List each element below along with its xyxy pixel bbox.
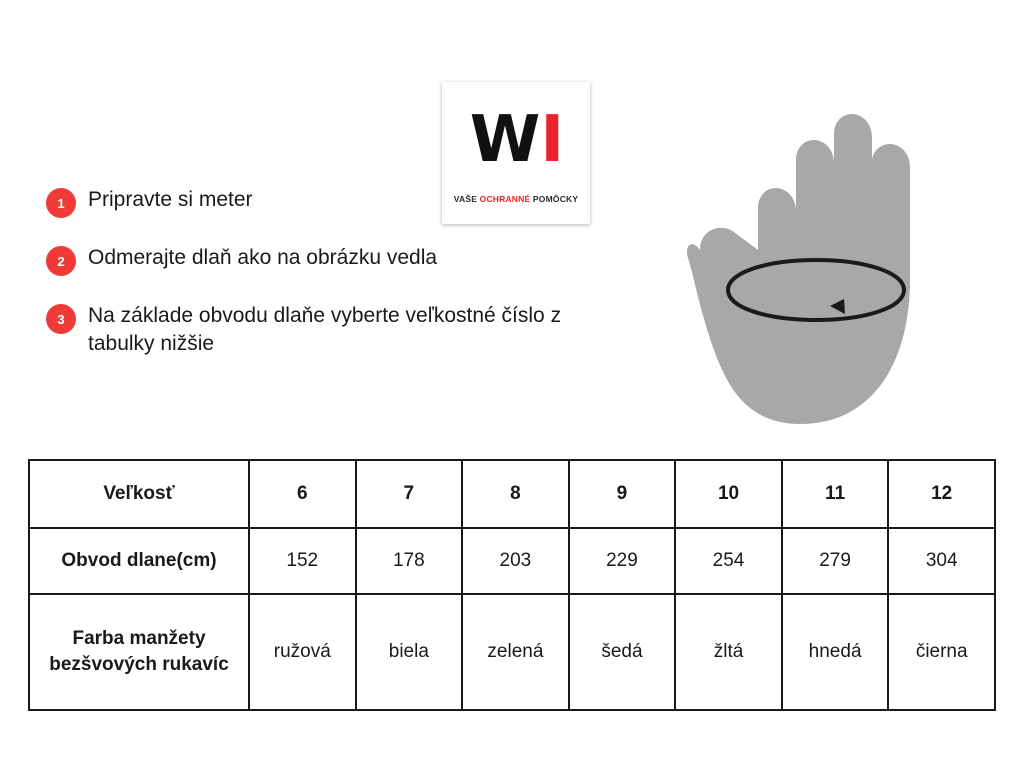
- table-cell: 8: [462, 460, 569, 528]
- table-cell: 6: [249, 460, 356, 528]
- instruction-step: [46, 302, 646, 359]
- step-number-badge: 1: [46, 188, 76, 218]
- table-cell: žltá: [675, 594, 782, 710]
- table-cell: 9: [569, 460, 676, 528]
- table-row-header: Farba manžety bezšvových rukavíc: [29, 594, 249, 710]
- instruction-steps: [46, 186, 646, 385]
- table-cell: 178: [356, 528, 463, 594]
- table-cell: 279: [782, 528, 889, 594]
- table-cell: 254: [675, 528, 782, 594]
- hand-illustration: [640, 100, 980, 460]
- table-cell: zelená: [462, 594, 569, 710]
- logo-tagline-part2: OCHRANNÉ: [479, 194, 533, 204]
- table-row-header: Obvod dlane(cm): [29, 528, 249, 594]
- table-cell: hnedá: [782, 594, 889, 710]
- instruction-step: [46, 244, 646, 276]
- instruction-step: [46, 186, 646, 218]
- step-number-badge: 2: [46, 246, 76, 276]
- table-cell: 152: [249, 528, 356, 594]
- table-cell: 11: [782, 460, 889, 528]
- logo-letter-w: W: [469, 103, 539, 177]
- table-cell: 7: [356, 460, 463, 528]
- table-cell: ružová: [249, 594, 356, 710]
- table-cell: 229: [569, 528, 676, 594]
- logo-tagline-part3: POMÔCKY: [532, 194, 579, 204]
- table-row: [29, 460, 995, 528]
- table-cell: 10: [675, 460, 782, 528]
- table-cell: biela: [356, 594, 463, 710]
- table-cell: 304: [888, 528, 995, 594]
- step-text: Odmerajte dlaň ako na obrázku vedla: [88, 246, 438, 269]
- table-cell: 12: [888, 460, 995, 528]
- table-cell: čierna: [888, 594, 995, 710]
- size-table: [28, 459, 996, 711]
- step-number-badge: 3: [46, 304, 76, 334]
- table-row: [29, 528, 995, 594]
- table-row-header: Veľkosť: [29, 460, 249, 528]
- logo-letter-i: I: [540, 103, 563, 177]
- table-row: [29, 594, 995, 710]
- step-text: Na základe obvodu dlaňe vyberte veľkostné číslo z tabulky nižšie: [88, 304, 562, 356]
- logo-wordmark: [469, 103, 563, 177]
- logo-tagline-part1: VAŠE: [453, 194, 480, 204]
- step-text: Pripravte si meter: [88, 188, 253, 211]
- table-cell: šedá: [569, 594, 676, 710]
- table-cell: 203: [462, 528, 569, 594]
